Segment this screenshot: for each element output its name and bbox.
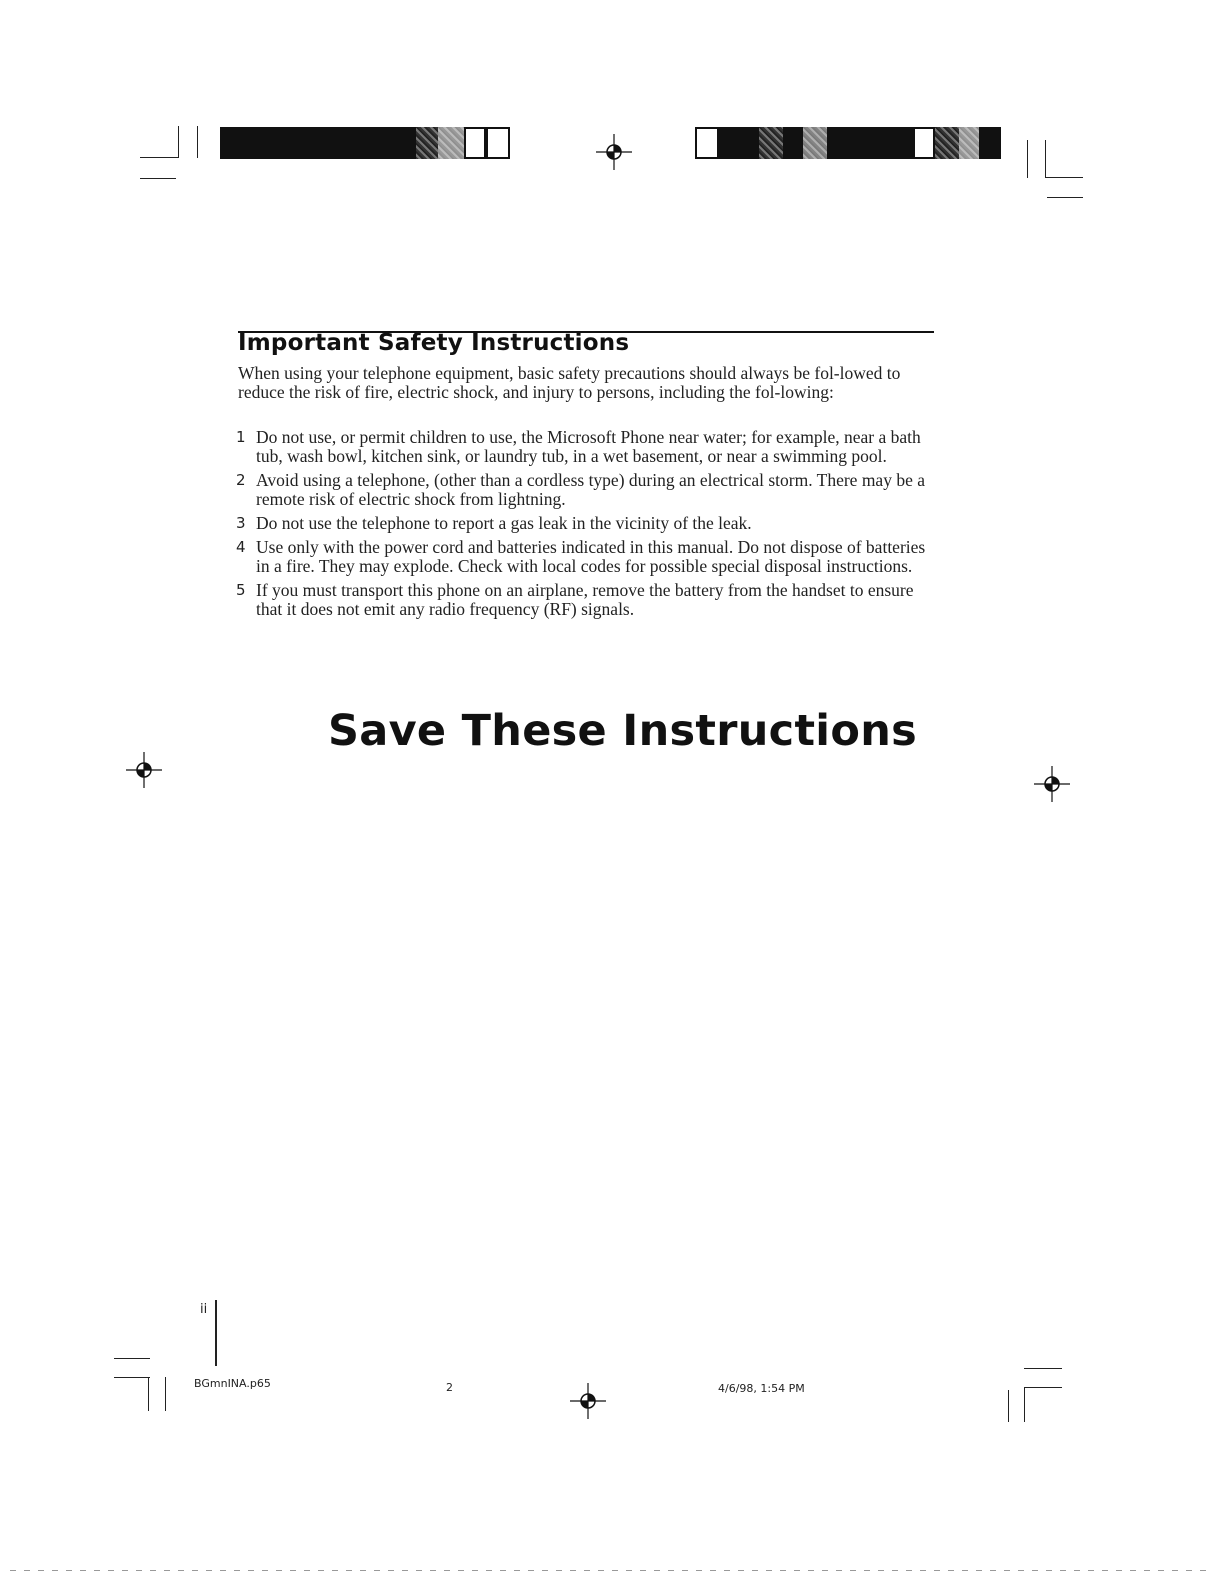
color-bar-right bbox=[695, 127, 1001, 159]
list-item bbox=[230, 471, 940, 509]
list-item bbox=[230, 538, 940, 576]
crop-mark bbox=[1045, 140, 1046, 178]
crop-mark bbox=[140, 178, 176, 179]
slug-page-number: 2 bbox=[446, 1381, 453, 1394]
item-text: Use only with the power cord and batteries indicated in this manual. Do not dispose of batteries in a fire. They may explode. Check with local codes for possible special disposal instructions. bbox=[256, 537, 926, 576]
list-item bbox=[230, 514, 940, 533]
crop-mark bbox=[148, 1377, 149, 1411]
page-folio: ii bbox=[200, 1302, 208, 1317]
list-item bbox=[230, 581, 940, 619]
folio-rule bbox=[215, 1300, 217, 1366]
crop-mark bbox=[197, 126, 198, 158]
slug-filename: BGmnINA.p65 bbox=[194, 1377, 271, 1390]
scan-edge-line bbox=[10, 1570, 1214, 1571]
save-instructions-heading: Save These Instructions bbox=[328, 706, 917, 756]
item-number: 5 bbox=[236, 581, 246, 599]
registration-target-icon bbox=[568, 1381, 608, 1421]
crop-mark bbox=[178, 126, 179, 158]
item-text: Do not use the telephone to report a gas leak in the vicinity of the leak. bbox=[256, 513, 752, 533]
safety-list bbox=[230, 428, 940, 624]
item-text: Avoid using a telephone, (other than a cordless type) during an electrical storm. There may be a remote risk of electric shock from lightning. bbox=[256, 470, 925, 509]
slug-datetime: 4/6/98, 1:54 PM bbox=[718, 1382, 805, 1395]
crop-mark bbox=[140, 157, 178, 158]
crop-mark bbox=[1024, 1387, 1025, 1422]
crop-mark bbox=[1024, 1368, 1062, 1369]
item-text: If you must transport this phone on an airplane, remove the battery from the handset to ensure that it does not emit any radio frequency (RF) signals. bbox=[256, 580, 914, 619]
registration-target-icon bbox=[1032, 764, 1072, 804]
item-number: 1 bbox=[236, 428, 246, 446]
list-item bbox=[230, 428, 940, 466]
crop-mark bbox=[1045, 177, 1083, 178]
crop-mark bbox=[1027, 140, 1028, 178]
crop-mark bbox=[1024, 1387, 1062, 1388]
registration-target-icon bbox=[124, 750, 164, 790]
item-number: 2 bbox=[236, 471, 246, 489]
crop-mark bbox=[165, 1377, 166, 1411]
item-number: 4 bbox=[236, 538, 246, 556]
color-bar-left bbox=[220, 127, 526, 159]
section-heading: Important Safety Instructions bbox=[238, 330, 630, 356]
registration-target-icon bbox=[594, 132, 634, 172]
crop-mark bbox=[114, 1377, 150, 1378]
crop-mark bbox=[1047, 197, 1083, 198]
item-text: Do not use, or permit children to use, the Microsoft Phone near water; for example, near a bath tub, wash bowl, kitchen sink, or laundry tub, in a wet basement, or near a swimming pool. bbox=[256, 427, 921, 466]
crop-mark bbox=[1008, 1390, 1009, 1422]
intro-paragraph: When using your telephone equipment, basic safety precautions should always be fol-lowed to reduce the risk of fire, electric shock, and injury to persons, including the fol-lowing: bbox=[238, 363, 901, 402]
item-number: 3 bbox=[236, 514, 246, 532]
crop-mark bbox=[114, 1358, 150, 1359]
